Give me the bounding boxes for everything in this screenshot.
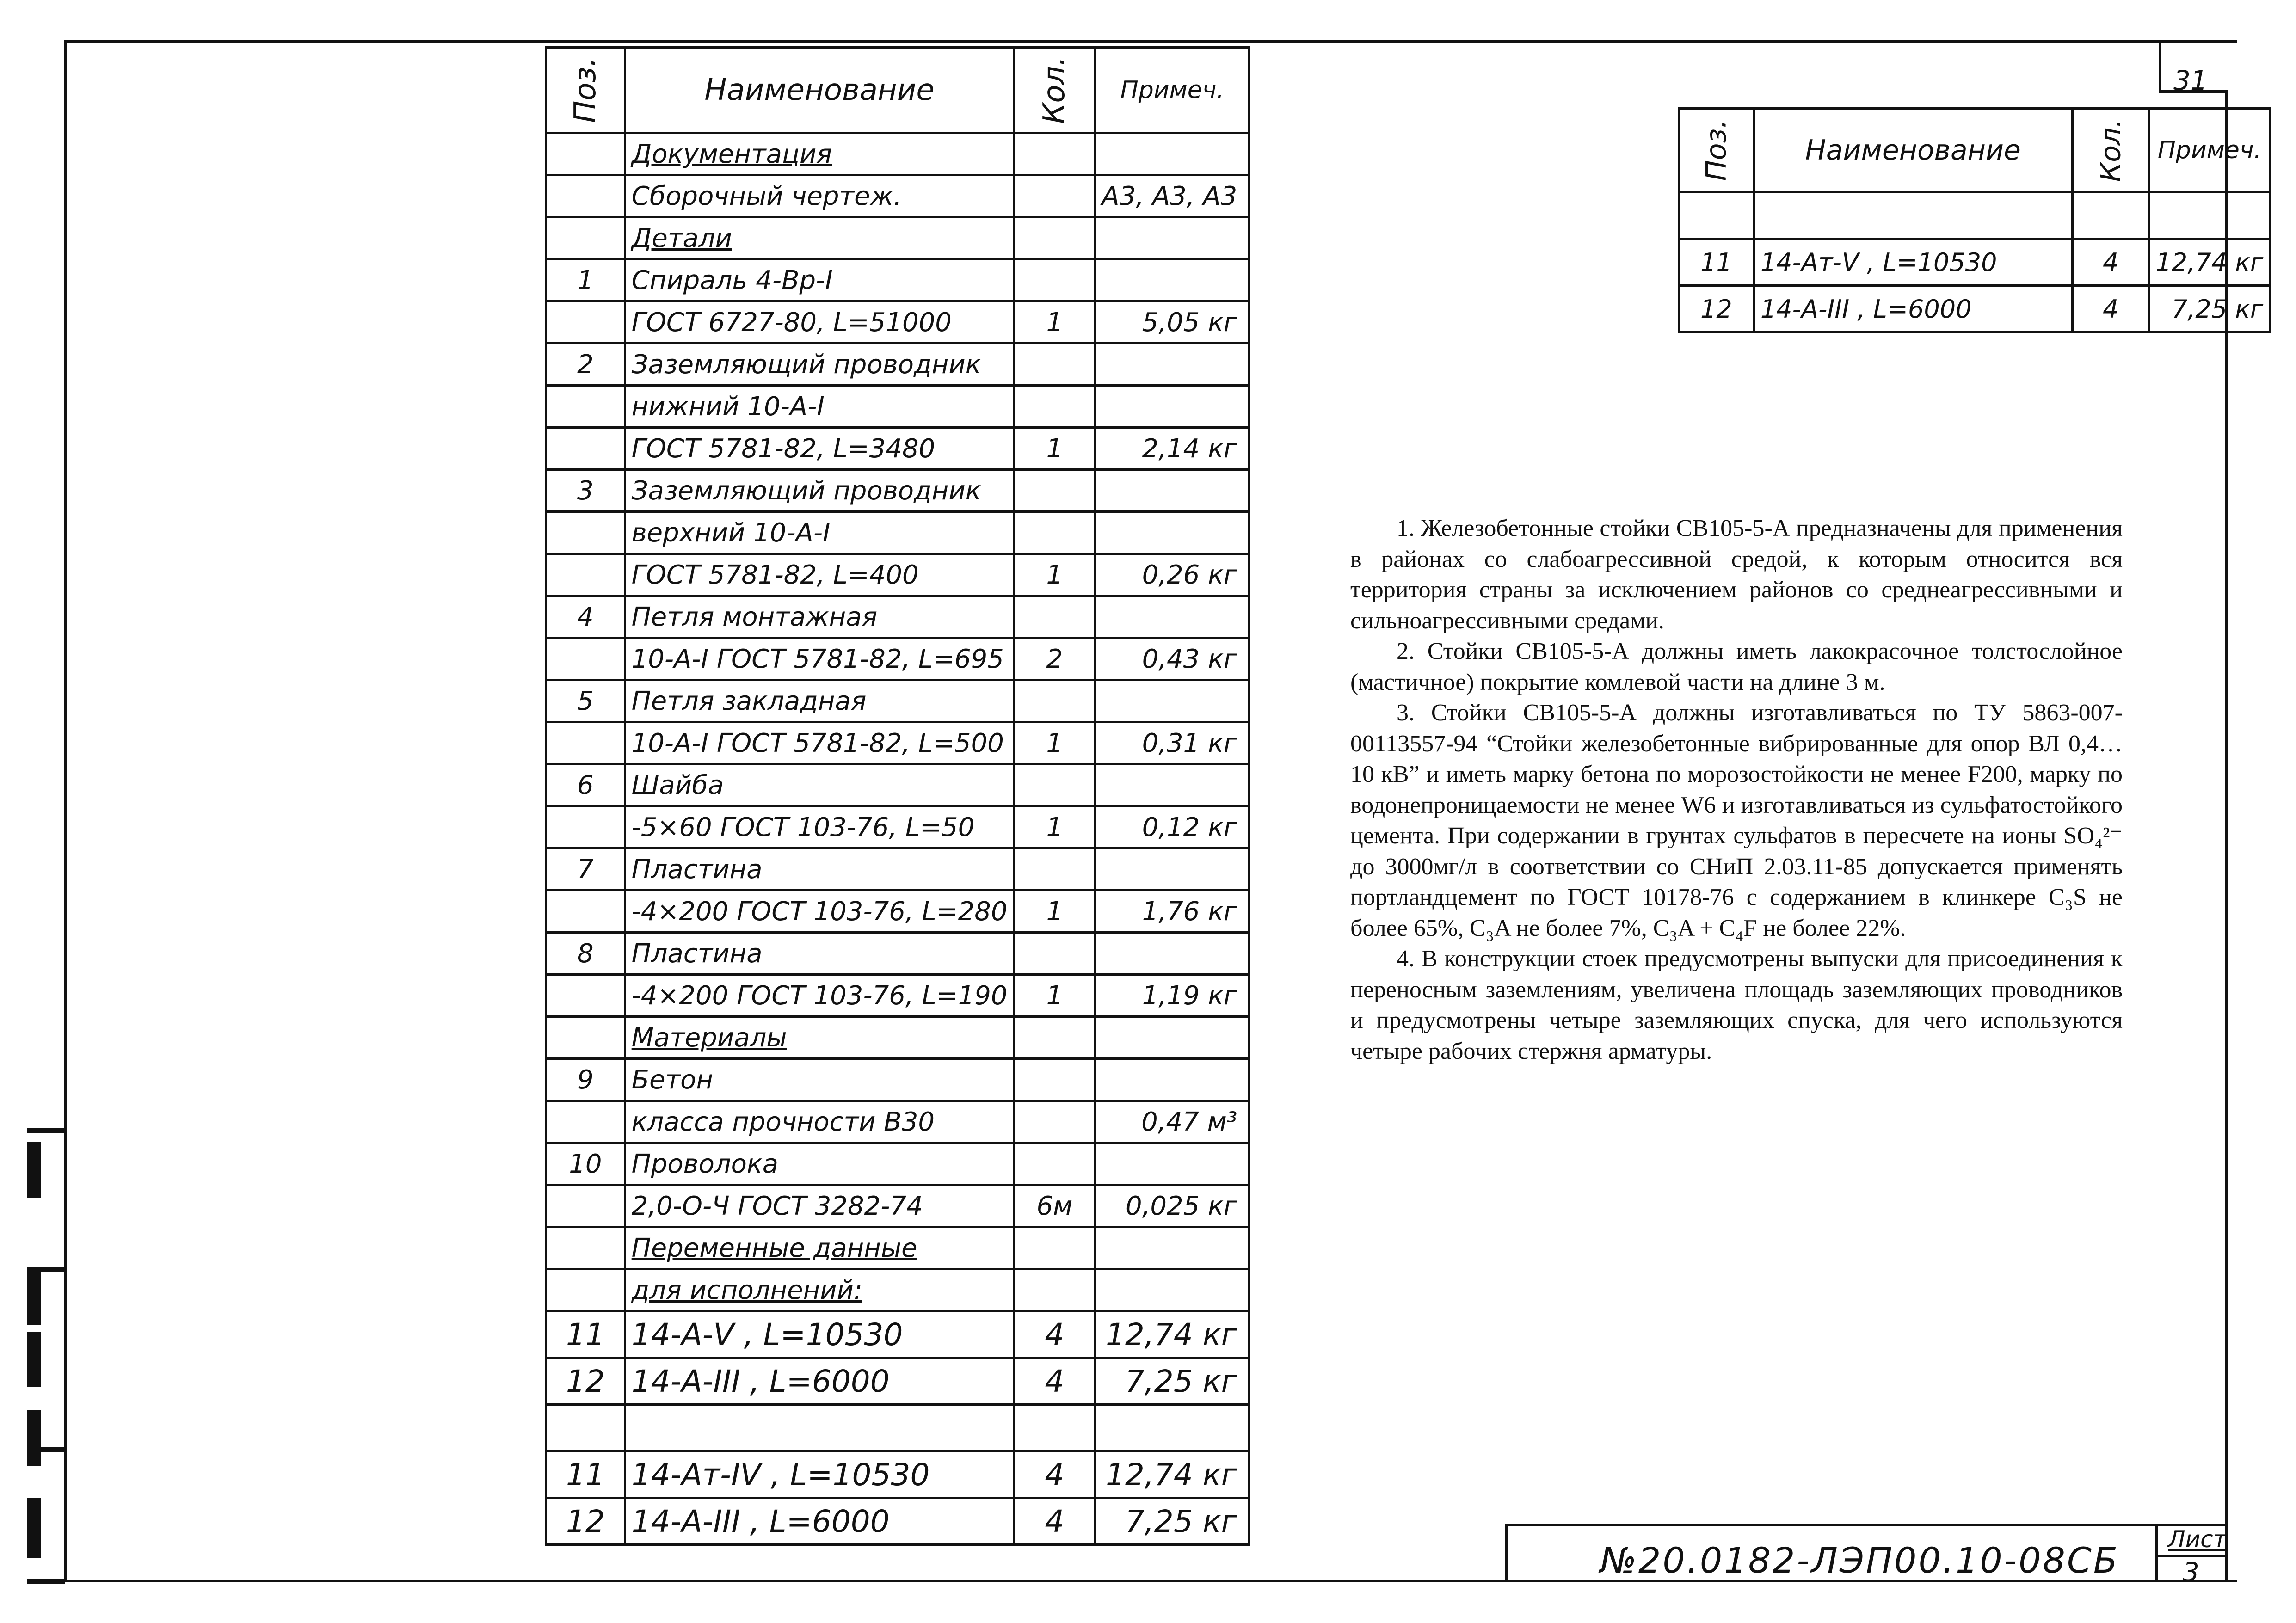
cell-qty-text: 1 bbox=[1046, 896, 1063, 927]
table-row bbox=[546, 175, 1250, 217]
cell-name bbox=[625, 217, 1014, 259]
cell-name-text: -4×200 ГОСТ 103-76, L=190 bbox=[631, 980, 1008, 1011]
cell-name-text: Переменные данные bbox=[631, 1233, 917, 1263]
cell-pos-text: 9 bbox=[577, 1064, 594, 1095]
cell-name bbox=[625, 1451, 1014, 1498]
cell-qty bbox=[1014, 1185, 1095, 1227]
cell-pos-text: 5 bbox=[577, 686, 594, 716]
cell-pos-text: 11 bbox=[566, 1316, 605, 1352]
col-header-qty: Кол. bbox=[2072, 109, 2149, 192]
cell-note bbox=[1095, 1101, 1250, 1143]
cell-note-text: 12,74 кг bbox=[1105, 1316, 1237, 1352]
cell-pos bbox=[546, 1101, 625, 1143]
cell-name-text: ГОСТ 5781-82, L=3480 bbox=[631, 433, 936, 464]
cell-name-text: Петля монтажная bbox=[631, 602, 878, 632]
cell-pos bbox=[1679, 239, 1754, 286]
cell-name bbox=[1754, 192, 2072, 239]
cell-qty bbox=[1014, 764, 1095, 806]
cell-name bbox=[625, 301, 1014, 344]
cell-note bbox=[1095, 891, 1250, 933]
strip-bar bbox=[27, 1498, 41, 1558]
cell-name-text: 14-А-III , L=6000 bbox=[1760, 294, 1972, 324]
table-row bbox=[546, 1405, 1250, 1451]
specification-table bbox=[545, 46, 1250, 1546]
cell-name-text: 2,0-О-Ч ГОСТ 3282-74 bbox=[631, 1191, 923, 1221]
cell-qty bbox=[1014, 1311, 1095, 1358]
cell-note-text: 12,74 кг bbox=[1105, 1457, 1237, 1493]
cell-name-text: 10-А-I ГОСТ 5781-82, L=500 bbox=[631, 728, 1004, 758]
cell-qty-text: 2 bbox=[1046, 644, 1063, 674]
strip-tick bbox=[27, 1128, 65, 1133]
cell-name-text: Бетон bbox=[631, 1064, 714, 1095]
cell-name bbox=[625, 933, 1014, 975]
cell-pos bbox=[546, 806, 625, 848]
table-row bbox=[546, 554, 1250, 596]
cell-pos-text: 4 bbox=[577, 602, 594, 632]
table-row bbox=[546, 1143, 1250, 1185]
cell-pos-text: 8 bbox=[577, 938, 594, 969]
table-row bbox=[546, 1451, 1250, 1498]
cell-note bbox=[1095, 1405, 1250, 1451]
note-paragraph: 2. Стойки СВ105-5-А должны иметь лакокрасочное толстослойное (мастичное) покрытие комлевой части на длине 3 м. bbox=[1350, 638, 2123, 695]
sheet-label: Лист bbox=[2168, 1526, 2227, 1553]
cell-note-text: 0,47 м³ bbox=[1141, 1107, 1237, 1137]
cell-qty bbox=[1014, 133, 1095, 175]
cell-name-text: 14-А-III , L=6000 bbox=[631, 1363, 890, 1399]
cell-name bbox=[625, 891, 1014, 933]
cell-name-text: Проволока bbox=[631, 1149, 779, 1179]
technical-notes bbox=[1350, 513, 2123, 1067]
cell-qty bbox=[1014, 933, 1095, 975]
cell-note-text: А3, А3, А3 bbox=[1102, 181, 1237, 211]
table-row bbox=[546, 1498, 1250, 1545]
cell-qty-text: 1 bbox=[1046, 433, 1063, 464]
sheet-top-number: 31 bbox=[2173, 65, 2208, 96]
cell-pos bbox=[546, 1059, 625, 1101]
cell-pos bbox=[546, 1185, 625, 1227]
cell-name bbox=[625, 1269, 1014, 1311]
cell-name bbox=[625, 638, 1014, 680]
cell-pos bbox=[546, 1143, 625, 1185]
cell-qty-text: 4 bbox=[2103, 247, 2119, 277]
cell-name-text: Шайба bbox=[631, 770, 724, 800]
cell-name bbox=[625, 259, 1014, 301]
table-row bbox=[546, 428, 1250, 470]
cell-pos bbox=[546, 386, 625, 428]
cell-name-text: для исполнений: bbox=[631, 1275, 862, 1305]
table-row bbox=[546, 680, 1250, 722]
cell-qty bbox=[1014, 386, 1095, 428]
cell-pos-text: 11 bbox=[1700, 247, 1732, 277]
cell-name bbox=[625, 1143, 1014, 1185]
cell-note-text: 0,43 кг bbox=[1142, 644, 1237, 674]
cell-name bbox=[625, 680, 1014, 722]
cell-note bbox=[1095, 933, 1250, 975]
col-header-name: Наименование bbox=[625, 48, 1014, 133]
cell-name-text: Пластина bbox=[631, 938, 763, 969]
cell-pos bbox=[546, 175, 625, 217]
cell-qty bbox=[1014, 259, 1095, 301]
cell-name-text: -5×60 ГОСТ 103-76, L=50 bbox=[631, 812, 975, 842]
cell-name-text: Петля закладная bbox=[631, 686, 867, 716]
table-row bbox=[546, 891, 1250, 933]
table-row bbox=[1679, 239, 2270, 286]
cell-name bbox=[625, 1101, 1014, 1143]
cell-note bbox=[2149, 286, 2270, 332]
cell-qty bbox=[1014, 1451, 1095, 1498]
cell-note bbox=[1095, 1227, 1250, 1269]
cell-qty bbox=[1014, 1498, 1095, 1545]
strip-tick bbox=[27, 1447, 65, 1452]
table-row bbox=[546, 806, 1250, 848]
cell-pos bbox=[546, 933, 625, 975]
cell-qty-text: 1 bbox=[1046, 980, 1063, 1011]
cell-qty bbox=[1014, 217, 1095, 259]
cell-qty bbox=[2072, 192, 2149, 239]
cell-pos-text: 2 bbox=[577, 349, 594, 380]
cell-qty bbox=[1014, 680, 1095, 722]
col-header-note: Примеч. bbox=[1095, 48, 1250, 133]
cell-name bbox=[625, 975, 1014, 1017]
table-row bbox=[546, 596, 1250, 638]
cell-note-text: 7,25 кг bbox=[1125, 1363, 1237, 1399]
cell-note-text: 7,25 кг bbox=[2171, 294, 2264, 324]
cell-qty-text: 1 bbox=[1046, 728, 1063, 758]
cell-note-text: 0,26 кг bbox=[1142, 559, 1237, 590]
cell-name-text: ГОСТ 6727-80, L=51000 bbox=[631, 307, 952, 338]
cell-name-text: Документация bbox=[631, 139, 832, 169]
cell-name bbox=[625, 848, 1014, 891]
cell-pos bbox=[546, 722, 625, 764]
cell-pos bbox=[546, 301, 625, 344]
cell-name bbox=[625, 1017, 1014, 1059]
table-row bbox=[546, 848, 1250, 891]
cell-name-text: нижний 10-А-I bbox=[631, 391, 825, 422]
cell-qty bbox=[1014, 596, 1095, 638]
cell-note bbox=[1095, 259, 1250, 301]
strip-bar bbox=[27, 1142, 41, 1198]
col-header-qty: Кол. bbox=[1014, 48, 1095, 133]
cell-note-text: 7,25 кг bbox=[1125, 1503, 1237, 1539]
cell-name bbox=[625, 1311, 1014, 1358]
cell-note bbox=[1095, 470, 1250, 512]
cell-pos-text: 3 bbox=[577, 475, 594, 506]
cell-name bbox=[625, 554, 1014, 596]
cell-qty-text: 6м bbox=[1036, 1191, 1073, 1221]
cell-qty bbox=[1014, 512, 1095, 554]
table-row bbox=[546, 1185, 1250, 1227]
cell-pos bbox=[546, 344, 625, 386]
table-row bbox=[546, 301, 1250, 344]
cell-qty-text: 4 bbox=[1045, 1363, 1065, 1399]
cell-note bbox=[1095, 1311, 1250, 1358]
col-header-pos: Поз. bbox=[1679, 109, 1754, 192]
cell-qty bbox=[1014, 1059, 1095, 1101]
table-row bbox=[1679, 192, 2270, 239]
cell-qty-text: 4 bbox=[1045, 1316, 1065, 1352]
cell-name-text: Пластина bbox=[631, 854, 763, 885]
cell-note bbox=[1095, 217, 1250, 259]
cell-pos bbox=[546, 1451, 625, 1498]
cell-note bbox=[1095, 1185, 1250, 1227]
cell-pos bbox=[546, 1358, 625, 1405]
cell-qty bbox=[1014, 1227, 1095, 1269]
cell-qty bbox=[1014, 1143, 1095, 1185]
cell-qty-text: 1 bbox=[1046, 812, 1063, 842]
cell-note bbox=[1095, 680, 1250, 722]
cell-note bbox=[1095, 1143, 1250, 1185]
table-row bbox=[546, 933, 1250, 975]
cell-note bbox=[1095, 554, 1250, 596]
cell-name bbox=[625, 1498, 1014, 1545]
cell-pos bbox=[546, 512, 625, 554]
cell-name bbox=[625, 1185, 1014, 1227]
table-row bbox=[546, 722, 1250, 764]
table-row bbox=[546, 344, 1250, 386]
cell-qty bbox=[1014, 1017, 1095, 1059]
table-row bbox=[546, 1311, 1250, 1358]
cell-note bbox=[1095, 975, 1250, 1017]
cell-name-text: -4×200 ГОСТ 103-76, L=280 bbox=[631, 896, 1008, 927]
cell-name-text: ГОСТ 5781-82, L=400 bbox=[631, 559, 919, 590]
cell-name bbox=[625, 512, 1014, 554]
cell-note-text: 0,12 кг bbox=[1142, 812, 1237, 842]
table-row bbox=[546, 470, 1250, 512]
table-row bbox=[546, 386, 1250, 428]
cell-note bbox=[1095, 428, 1250, 470]
cell-note bbox=[1095, 1498, 1250, 1545]
cell-pos bbox=[546, 638, 625, 680]
cell-pos bbox=[1679, 192, 1754, 239]
cell-note bbox=[1095, 806, 1250, 848]
cell-name bbox=[625, 764, 1014, 806]
cell-qty bbox=[1014, 975, 1095, 1017]
cell-pos bbox=[546, 848, 625, 891]
cell-name-text: Заземляющий проводник bbox=[631, 475, 981, 506]
cell-note-text: 5,05 кг bbox=[1142, 307, 1237, 338]
cell-name bbox=[625, 1405, 1014, 1451]
cell-pos-text: 1 bbox=[577, 265, 594, 295]
cell-note-text: 0,025 кг bbox=[1125, 1191, 1237, 1221]
cell-qty-text: 1 bbox=[1046, 559, 1063, 590]
table-row bbox=[546, 638, 1250, 680]
cell-note bbox=[1095, 386, 1250, 428]
note-paragraph: 1. Железобетонные стойки СВ105-5-А предназначены для применения в районах со слабоагрессивной средой, к которым относится вся территория страны за исключением районов со среднеагрессивными и сильноагрессивными средами. bbox=[1350, 515, 2123, 634]
cell-name bbox=[625, 1059, 1014, 1101]
cell-qty bbox=[1014, 891, 1095, 933]
cell-pos bbox=[546, 1311, 625, 1358]
table-row bbox=[1679, 286, 2270, 332]
table-row bbox=[546, 1017, 1250, 1059]
cell-note bbox=[1095, 1017, 1250, 1059]
cell-pos-text: 12 bbox=[566, 1503, 605, 1539]
cell-pos bbox=[546, 1269, 625, 1311]
table-row bbox=[546, 217, 1250, 259]
cell-note bbox=[1095, 512, 1250, 554]
cell-name-text: Заземляющий проводник bbox=[631, 349, 981, 380]
col-header-note: Примеч. bbox=[2149, 109, 2270, 192]
cell-name-text: Сборочный чертеж. bbox=[631, 181, 902, 211]
cell-pos bbox=[546, 1498, 625, 1545]
cell-note bbox=[1095, 1451, 1250, 1498]
table-header-row bbox=[1679, 109, 2270, 192]
cell-name bbox=[625, 722, 1014, 764]
cell-pos-text: 6 bbox=[577, 770, 594, 800]
cell-note-text: 1,76 кг bbox=[1142, 896, 1237, 927]
cell-pos bbox=[546, 975, 625, 1017]
sheet-cell-divider bbox=[2155, 1555, 2228, 1557]
cell-note bbox=[1095, 133, 1250, 175]
cell-pos bbox=[546, 596, 625, 638]
cell-pos bbox=[546, 259, 625, 301]
table-row bbox=[546, 1101, 1250, 1143]
cell-qty bbox=[1014, 301, 1095, 344]
table-row bbox=[546, 512, 1250, 554]
cell-pos-text: 7 bbox=[577, 854, 594, 885]
table-row bbox=[546, 975, 1250, 1017]
cell-name bbox=[1754, 239, 2072, 286]
cell-note bbox=[1095, 175, 1250, 217]
cell-name bbox=[625, 806, 1014, 848]
cell-name-text: Детали bbox=[631, 223, 732, 253]
cell-note bbox=[1095, 1358, 1250, 1405]
strip-bar bbox=[27, 1410, 41, 1466]
cell-name-text: 14-Ат-V , L=10530 bbox=[1760, 247, 1997, 277]
cell-note-text: 1,19 кг bbox=[1142, 980, 1237, 1011]
cell-qty bbox=[1014, 722, 1095, 764]
cell-note bbox=[2149, 192, 2270, 239]
cell-qty bbox=[1014, 554, 1095, 596]
cell-note bbox=[1095, 596, 1250, 638]
cell-name-text: 14-А-V , L=10530 bbox=[631, 1316, 903, 1352]
cell-qty bbox=[2072, 286, 2149, 332]
table-row bbox=[546, 764, 1250, 806]
strip-tick bbox=[27, 1579, 65, 1584]
cell-qty bbox=[1014, 1405, 1095, 1451]
col-header-pos: Поз. bbox=[546, 48, 625, 133]
table-row bbox=[546, 1269, 1250, 1311]
cell-name bbox=[1754, 286, 2072, 332]
cell-qty-text: 4 bbox=[1045, 1503, 1065, 1539]
cell-note bbox=[1095, 848, 1250, 891]
cell-qty bbox=[2072, 239, 2149, 286]
table-header-row bbox=[546, 48, 1250, 133]
cell-qty-text: 4 bbox=[1045, 1457, 1065, 1493]
strip-bar bbox=[27, 1269, 41, 1325]
cell-pos bbox=[546, 217, 625, 259]
cell-pos bbox=[546, 1017, 625, 1059]
cell-name-text: Материалы bbox=[631, 1022, 787, 1053]
cell-pos bbox=[546, 680, 625, 722]
cell-qty bbox=[1014, 470, 1095, 512]
cell-pos-text: 12 bbox=[566, 1363, 605, 1399]
cell-qty bbox=[1014, 428, 1095, 470]
strip-bar bbox=[27, 1332, 41, 1387]
cell-qty bbox=[1014, 1358, 1095, 1405]
cell-note bbox=[1095, 764, 1250, 806]
cell-pos-text: 10 bbox=[569, 1149, 602, 1179]
cell-name bbox=[625, 175, 1014, 217]
cell-qty bbox=[1014, 175, 1095, 217]
cell-note-text: 2,14 кг bbox=[1142, 433, 1237, 464]
cell-note bbox=[1095, 1269, 1250, 1311]
table-row bbox=[546, 1227, 1250, 1269]
cell-name bbox=[625, 1227, 1014, 1269]
cell-name-text: 10-А-I ГОСТ 5781-82, L=695 bbox=[631, 644, 1004, 674]
cell-name bbox=[625, 133, 1014, 175]
cell-note-text: 0,31 кг bbox=[1142, 728, 1237, 758]
cell-note bbox=[1095, 344, 1250, 386]
cell-qty bbox=[1014, 638, 1095, 680]
cell-pos bbox=[546, 470, 625, 512]
cell-qty bbox=[1014, 806, 1095, 848]
cell-name bbox=[625, 596, 1014, 638]
cell-name bbox=[625, 428, 1014, 470]
cell-name bbox=[625, 470, 1014, 512]
cell-pos-text: 12 bbox=[1700, 294, 1732, 324]
cell-qty bbox=[1014, 848, 1095, 891]
cell-name bbox=[625, 1358, 1014, 1405]
cell-pos bbox=[546, 891, 625, 933]
cell-pos bbox=[546, 1405, 625, 1451]
document-code: №20.0182-ЛЭП00.10-08СБ bbox=[1600, 1540, 2120, 1581]
cell-name bbox=[625, 344, 1014, 386]
col-header-name: Наименование bbox=[1754, 109, 2072, 192]
cell-note bbox=[1095, 301, 1250, 344]
table-row bbox=[546, 259, 1250, 301]
cell-note-text: 12,74 кг bbox=[2155, 247, 2264, 277]
cell-pos bbox=[546, 428, 625, 470]
cell-note bbox=[2149, 239, 2270, 286]
table-row bbox=[546, 1358, 1250, 1405]
table-row bbox=[546, 133, 1250, 175]
cell-pos-text: 11 bbox=[566, 1457, 605, 1493]
cell-pos bbox=[546, 764, 625, 806]
cell-qty bbox=[1014, 1269, 1095, 1311]
sheet-number: 3 bbox=[2183, 1557, 2199, 1587]
cell-qty-text: 1 bbox=[1046, 307, 1063, 338]
cell-pos bbox=[546, 133, 625, 175]
cell-name-text: класса прочности В30 bbox=[631, 1107, 935, 1137]
cell-note bbox=[1095, 722, 1250, 764]
cell-note bbox=[1095, 638, 1250, 680]
cell-name-text: 14-А-III , L=6000 bbox=[631, 1503, 890, 1539]
note-paragraph: 4. В конструкции стоек предусмотрены выпуски для присоединения к переносным заземлениям, увеличена площадь заземляющих проводников и предусмотрены четыре заземляющих спуска, для чего используются четыре рабочих стержня арматуры. bbox=[1350, 946, 2123, 1064]
cell-name-text: Спираль 4-Вр-I bbox=[631, 265, 833, 295]
cell-pos bbox=[1679, 286, 1754, 332]
cell-name-text: 14-Ат-IV , L=10530 bbox=[631, 1457, 930, 1493]
note-paragraph: 3. Стойки СВ105-5-А должны изготавливаться по ТУ 5863-007-00113557-94 “Стойки железобетонные вибрированные для опор ВЛ 0,4…10 кВ” и иметь марку бетона по морозостойкости не менее F200, марку по водонепроницаемости не менее W6 и изготавливаться из сульфатостойкого цемента. При содержании в грунтах сульфатов в пересчете на ионы SO₄²⁻ до 3000мг/л в соответствии со СНиП 2.03.11-85 допускается применять портландцемент по ГОСТ 10178-76 с содержанием в клинкере C₃S не более 65%, C₃A не более 7%, C₃A + C₄F не более 22%. bbox=[1350, 700, 2123, 941]
cell-pos bbox=[546, 554, 625, 596]
cell-note bbox=[1095, 1059, 1250, 1101]
cell-pos bbox=[546, 1227, 625, 1269]
cell-qty bbox=[1014, 344, 1095, 386]
variant-table bbox=[1678, 107, 2271, 333]
cell-qty bbox=[1014, 1101, 1095, 1143]
table-row bbox=[546, 1059, 1250, 1101]
cell-name-text: верхний 10-А-I bbox=[631, 517, 831, 548]
cell-name bbox=[625, 386, 1014, 428]
cell-qty-text: 4 bbox=[2103, 294, 2119, 324]
